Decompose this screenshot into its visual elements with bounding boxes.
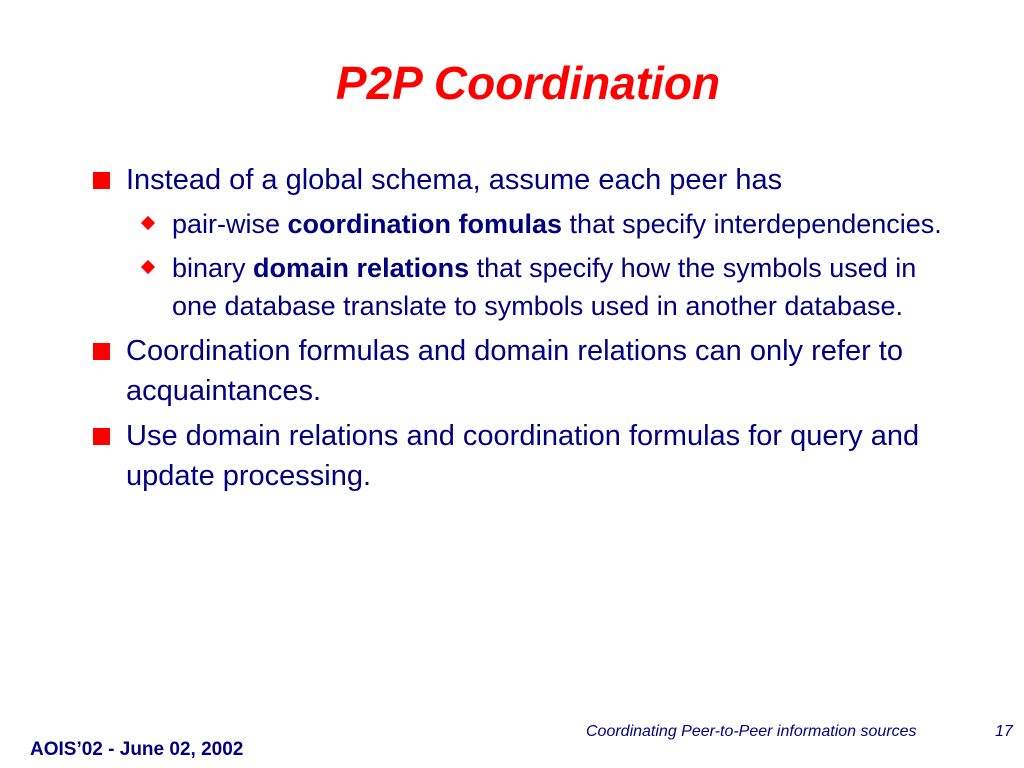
bullet-text: Use domain relations and coordination formulas for query and update processing. — [126, 420, 920, 492]
bullet-item-2 — [90, 331, 950, 411]
slide-body — [90, 160, 950, 501]
bullet-text: Instead of a global schema, assume each peer has — [126, 164, 783, 196]
diamond-bullet-icon — [141, 260, 155, 274]
square-bullet-icon — [93, 172, 110, 189]
footer-title: Coordinating Peer-to-Peer information sources — [586, 723, 917, 740]
square-bullet-icon — [93, 343, 110, 360]
sub-bullet-text-pre: pair-wise — [172, 209, 288, 239]
bullet-item-1 — [90, 160, 950, 200]
sub-bullet-item-2 — [90, 249, 950, 325]
page-number: 17 — [995, 723, 1013, 740]
square-bullet-icon — [93, 428, 110, 445]
sub-bullet-text-bold: coordination fomulas — [287, 209, 563, 239]
sub-bullet-text-pre: binary — [172, 253, 254, 283]
diamond-bullet-icon — [141, 216, 155, 230]
bullet-text: Coordination formulas and domain relations can only refer to acquaintances. — [126, 335, 903, 407]
sub-bullet-text-post: that specify how the symbols used in one database translate to symbols used in another database. — [172, 253, 917, 321]
sub-bullet-item-1 — [90, 205, 950, 243]
footer-date: AOIS’02 - June 02, 2002 — [30, 739, 244, 760]
bullet-item-3 — [90, 416, 950, 496]
sub-bullet-text-post: that specify interdependencies. — [562, 209, 942, 239]
slide-title: P2P Coordination — [335, 57, 721, 109]
sub-bullet-text-bold: domain relations — [253, 253, 470, 283]
